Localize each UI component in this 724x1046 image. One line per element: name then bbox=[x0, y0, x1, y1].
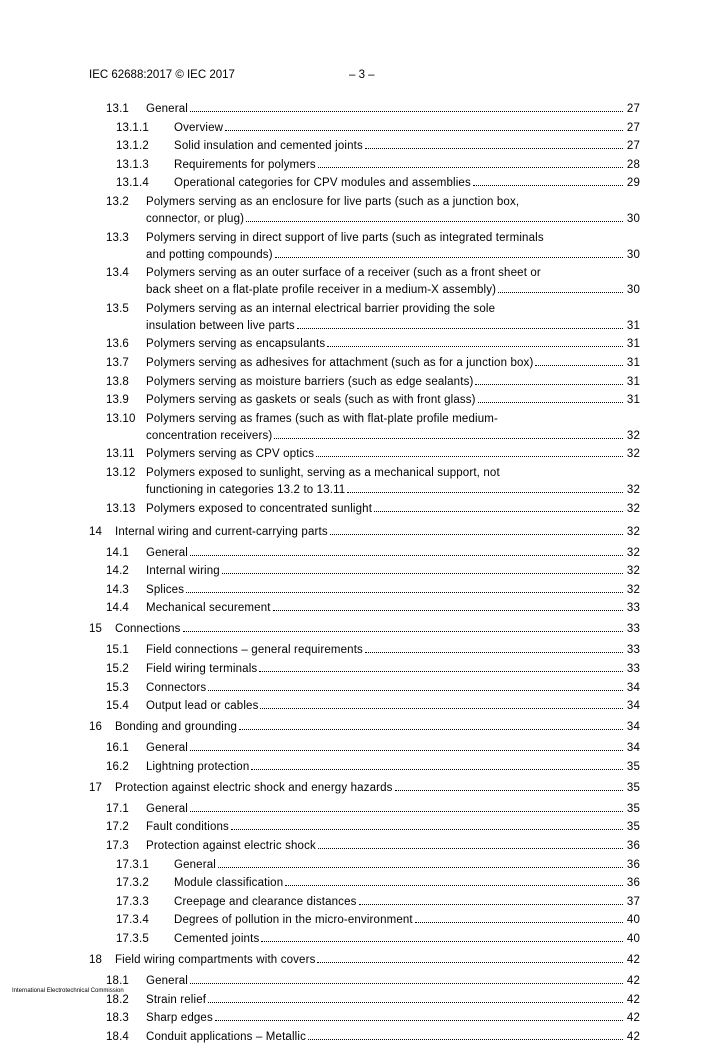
toc-entry-title: Output lead or cables bbox=[146, 700, 259, 713]
dot-leader bbox=[317, 962, 623, 963]
dot-leader bbox=[218, 867, 623, 868]
toc-entry-number: 15.1 bbox=[106, 644, 129, 657]
toc-entry-title: Polymers serving as frames (such as with flat-plate profile medium- bbox=[146, 412, 498, 425]
dot-leader bbox=[273, 610, 623, 611]
toc-entry-page: 42 bbox=[626, 954, 640, 966]
toc-entry-number: 15 bbox=[89, 623, 103, 636]
toc-entry[interactable] bbox=[0, 374, 640, 391]
publisher-footer: International Electrotechnical Commission bbox=[12, 988, 124, 994]
toc-entry[interactable] bbox=[0, 680, 640, 697]
toc-entry-number: 16 bbox=[89, 721, 103, 734]
toc-entry-page: 31 bbox=[626, 357, 640, 369]
toc-entry[interactable] bbox=[0, 501, 640, 518]
toc-entry[interactable] bbox=[0, 894, 640, 911]
toc-entry-title: Bonding and grounding bbox=[115, 721, 238, 734]
dot-leader bbox=[215, 1020, 623, 1021]
toc-entry-page: 35 bbox=[626, 781, 640, 794]
toc-entry-page: 36 bbox=[626, 840, 640, 852]
toc-entry-title: Operational categories for CPV modules and assemblies bbox=[174, 177, 471, 190]
toc-entry-title: Module classification bbox=[174, 877, 284, 890]
toc-entry[interactable] bbox=[0, 446, 640, 463]
toc-entry[interactable] bbox=[0, 857, 640, 874]
toc-entry-number: 17.3.5 bbox=[116, 933, 149, 945]
toc-entry-title: General bbox=[146, 546, 188, 559]
toc-entry-number: 13.1.4 bbox=[116, 177, 149, 190]
toc-entry[interactable] bbox=[0, 912, 640, 929]
toc-entry-page: 40 bbox=[626, 914, 640, 927]
toc-entry-title: General bbox=[146, 802, 188, 815]
toc-entry-title: Creepage and clearance distances bbox=[174, 895, 357, 908]
toc-entry-title: Internal wiring and current-carrying parts bbox=[115, 525, 328, 538]
toc-entry-title: Protection against electric shock bbox=[146, 840, 316, 852]
toc-entry[interactable] bbox=[0, 230, 640, 264]
dot-leader bbox=[475, 384, 623, 385]
dot-leader bbox=[231, 829, 623, 830]
toc-entry-title: Lightning protection bbox=[146, 760, 250, 773]
toc-entry-number: 18 bbox=[89, 954, 103, 966]
toc-entry[interactable] bbox=[0, 931, 640, 948]
toc-entry-number: 15.4 bbox=[106, 700, 129, 713]
toc-entry[interactable] bbox=[0, 698, 640, 715]
toc-entry[interactable] bbox=[0, 355, 640, 372]
toc-entry-page: 32 bbox=[626, 502, 640, 515]
toc-entry-page: 35 bbox=[626, 760, 640, 773]
toc-entry[interactable] bbox=[0, 952, 640, 969]
toc-entry-number: 13.5 bbox=[106, 302, 129, 315]
toc-entry-number: 17.3 bbox=[106, 840, 129, 852]
dot-leader bbox=[347, 492, 623, 493]
dot-leader bbox=[297, 328, 623, 329]
toc-entry-page: 37 bbox=[626, 895, 640, 908]
toc-entry-page: 42 bbox=[626, 1030, 640, 1043]
toc-entry-page: 32 bbox=[626, 484, 640, 496]
toc-entry[interactable] bbox=[0, 120, 640, 137]
toc-entry-page: 32 bbox=[626, 448, 640, 461]
toc-entry-title: Field wiring terminals bbox=[146, 663, 258, 675]
toc-entry[interactable] bbox=[0, 392, 640, 409]
toc-entry[interactable] bbox=[0, 801, 640, 818]
toc-entry-number: 13.4 bbox=[106, 267, 129, 280]
toc-entry-page: 27 bbox=[626, 140, 640, 153]
dot-leader bbox=[183, 631, 623, 632]
dot-leader bbox=[365, 148, 623, 149]
toc-entry-number: 13.10 bbox=[106, 412, 136, 425]
dot-leader bbox=[190, 111, 623, 112]
toc-entry-page: 35 bbox=[626, 802, 640, 815]
toc-entry[interactable] bbox=[0, 875, 640, 892]
toc-entry-title: Field wiring compartments with covers bbox=[115, 954, 316, 966]
toc-entry-title: Polymers serving as an enclosure for live parts (such as a junction box, bbox=[146, 196, 520, 208]
dot-leader bbox=[208, 1002, 623, 1003]
toc-entry-number: 13.1 bbox=[106, 103, 129, 115]
toc-entry-page: 36 bbox=[626, 877, 640, 890]
dot-leader bbox=[285, 885, 623, 886]
dot-leader bbox=[251, 769, 623, 770]
toc-entry[interactable] bbox=[0, 740, 640, 757]
toc-entry-title: connector, or plug) bbox=[146, 213, 245, 225]
toc-entry[interactable] bbox=[0, 582, 640, 599]
toc-entry-number: 13.6 bbox=[106, 338, 129, 351]
toc-entry-number: 17.3.2 bbox=[116, 877, 149, 890]
toc-entry[interactable] bbox=[0, 759, 640, 776]
toc-entry[interactable] bbox=[0, 642, 640, 659]
toc-entry[interactable] bbox=[0, 1029, 640, 1046]
toc-entry-title: Polymers serving as encapsulants bbox=[146, 338, 326, 351]
toc-entry-number: 18.2 bbox=[106, 993, 129, 1006]
toc-entry-number: 14 bbox=[89, 525, 103, 538]
toc-entry-number: 13.1.1 bbox=[116, 121, 149, 134]
toc-entry[interactable] bbox=[0, 1010, 640, 1027]
toc-entry-title: Polymers serving as CPV optics bbox=[146, 448, 315, 461]
dot-leader bbox=[260, 708, 623, 709]
toc-entry-page: 27 bbox=[626, 103, 640, 115]
toc-entry[interactable] bbox=[0, 545, 640, 562]
toc-entry-number: 14.3 bbox=[106, 583, 129, 596]
toc-entry-number: 13.11 bbox=[106, 448, 135, 461]
toc-entry[interactable] bbox=[0, 101, 640, 118]
toc-entry-page: 29 bbox=[626, 177, 640, 190]
toc-entry-number: 17.3.1 bbox=[116, 858, 149, 871]
dot-leader bbox=[186, 592, 623, 593]
toc-entry-page: 32 bbox=[626, 583, 640, 596]
dot-leader bbox=[365, 652, 623, 653]
toc-entry-page: 34 bbox=[626, 742, 640, 755]
toc-entry-title: Polymers serving as moisture barriers (such as edge sealants) bbox=[146, 375, 474, 388]
toc-entry-page: 33 bbox=[626, 602, 640, 615]
toc-entry[interactable] bbox=[0, 265, 640, 299]
toc-entry-page: 31 bbox=[626, 375, 640, 388]
toc-entry-number: 13.1.2 bbox=[116, 140, 149, 153]
toc-entry-page: 33 bbox=[626, 644, 640, 657]
toc-entry-page: 42 bbox=[626, 1012, 640, 1025]
toc-entry-number: 13.13 bbox=[106, 502, 136, 515]
dot-leader bbox=[190, 750, 623, 751]
toc-entry-title: Polymers exposed to concentrated sunlight bbox=[146, 502, 373, 515]
toc-entry-number: 16.2 bbox=[106, 760, 129, 773]
toc-entry-page: 30 bbox=[626, 213, 640, 225]
toc-entry-title: Requirements for polymers bbox=[174, 158, 316, 171]
toc-entry-page: 34 bbox=[626, 721, 640, 734]
toc-entry-title: and potting compounds) bbox=[146, 248, 273, 261]
toc-entry-title: insulation between live parts bbox=[146, 319, 295, 332]
toc-entry-title: General bbox=[146, 742, 188, 755]
dot-leader bbox=[478, 402, 623, 403]
toc-entry-page: 40 bbox=[626, 933, 640, 945]
dot-leader bbox=[275, 257, 623, 258]
toc-entry-number: 18.4 bbox=[106, 1030, 129, 1043]
toc-entry[interactable] bbox=[0, 175, 640, 192]
toc-entry-title: Polymers serving as an outer surface of a receiver (such as a front sheet or bbox=[146, 267, 541, 280]
toc-entry[interactable] bbox=[0, 600, 640, 617]
toc-entry-page: 30 bbox=[626, 248, 640, 261]
toc-entry-number: 15.3 bbox=[106, 681, 129, 694]
toc-entry-title: Sharp edges bbox=[146, 1012, 213, 1025]
dot-leader bbox=[259, 671, 623, 672]
toc-entry[interactable] bbox=[0, 157, 640, 174]
toc-entry-title: concentration receivers) bbox=[146, 429, 273, 442]
dot-leader bbox=[415, 922, 623, 923]
toc-entry-page: 27 bbox=[626, 121, 640, 134]
toc-entry-page: 33 bbox=[626, 623, 640, 636]
dot-leader bbox=[222, 573, 623, 574]
toc-entry-number: 17.3.4 bbox=[116, 914, 149, 927]
toc-entry-page: 42 bbox=[626, 975, 640, 987]
toc-entry-title: Polymers serving as adhesives for attachment (such as for a junction box) bbox=[146, 357, 534, 369]
toc-entry-title: Connectors bbox=[146, 681, 207, 694]
toc-entry-number: 13.1.3 bbox=[116, 158, 149, 171]
dot-leader bbox=[208, 690, 623, 691]
toc-entry-number: 14.2 bbox=[106, 565, 129, 578]
toc-entry-title: Polymers serving in direct support of live parts (such as integrated terminals bbox=[146, 231, 544, 244]
dot-leader bbox=[374, 511, 623, 512]
dot-leader bbox=[395, 790, 623, 791]
toc-entry-number: 18.1 bbox=[106, 975, 129, 987]
toc-entry-number: 13.12 bbox=[106, 467, 136, 479]
toc-entry-number: 16.1 bbox=[106, 742, 129, 755]
dot-leader bbox=[359, 904, 623, 905]
toc-entry-title: Degrees of pollution in the micro-environment bbox=[174, 914, 413, 927]
toc-entry-page: 34 bbox=[626, 681, 640, 694]
toc-entry-title: Polymers exposed to sunlight, serving as a mechanical support, not bbox=[146, 467, 500, 479]
toc-entry-title: Conduit applications – Metallic bbox=[146, 1030, 306, 1043]
dot-leader bbox=[190, 983, 623, 984]
toc-entry-title: Overview bbox=[174, 121, 224, 134]
toc-entry-page: 32 bbox=[626, 565, 640, 578]
toc-entry-number: 13.8 bbox=[106, 375, 129, 388]
toc-entry-title: Polymers serving as an internal electrical barrier providing the sole bbox=[146, 302, 496, 315]
dot-leader bbox=[190, 555, 623, 556]
toc-entry-number: 15.2 bbox=[106, 663, 129, 675]
toc-entry-title: General bbox=[174, 858, 216, 871]
toc-entry-title: Strain relief bbox=[146, 993, 207, 1006]
dot-leader bbox=[274, 438, 623, 439]
dot-leader bbox=[261, 941, 623, 942]
toc-entry-title: Solid insulation and cemented joints bbox=[174, 140, 363, 153]
toc-entry-page: 30 bbox=[626, 284, 640, 297]
toc-entry[interactable] bbox=[0, 780, 640, 797]
toc-entry-page: 33 bbox=[626, 663, 640, 675]
toc-entry-number: 17.3.3 bbox=[116, 895, 149, 908]
toc-entry-title: Protection against electric shock and energy hazards bbox=[115, 781, 393, 794]
dot-leader bbox=[308, 1039, 623, 1040]
dot-leader bbox=[473, 185, 623, 186]
toc-entry[interactable] bbox=[0, 138, 640, 155]
dot-leader bbox=[316, 456, 623, 457]
toc-entry-title: Cemented joints bbox=[174, 933, 260, 945]
toc-entry-number: 13.7 bbox=[106, 357, 129, 369]
toc-entry-title: back sheet on a flat-plate profile receiver in a medium-X assembly) bbox=[146, 284, 497, 297]
toc-entry-number: 17.1 bbox=[106, 802, 129, 815]
toc-entry[interactable] bbox=[0, 411, 640, 445]
toc-entry-number: 18.3 bbox=[106, 1012, 129, 1025]
toc-entry-page: 31 bbox=[626, 338, 640, 351]
toc-entry-title: Internal wiring bbox=[146, 565, 220, 578]
toc-entry[interactable] bbox=[0, 621, 640, 638]
toc-entry-page: 31 bbox=[626, 394, 640, 407]
toc-entry[interactable] bbox=[0, 524, 640, 541]
toc-entry-page: 32 bbox=[626, 429, 640, 442]
toc-entry-number: 17.2 bbox=[106, 821, 129, 834]
dot-leader bbox=[330, 534, 623, 535]
toc-entry-title: functioning in categories 13.2 to 13.11 bbox=[146, 484, 346, 496]
toc-entry[interactable] bbox=[0, 819, 640, 836]
dot-leader bbox=[318, 848, 623, 849]
toc-entry-page: 31 bbox=[626, 319, 640, 332]
dot-leader bbox=[327, 346, 623, 347]
document-id: IEC 62688:2017 © IEC 2017 bbox=[89, 69, 235, 81]
toc-entry-title: Connections bbox=[115, 623, 181, 636]
toc-entry-title: General bbox=[146, 103, 188, 115]
toc-entry[interactable] bbox=[0, 838, 640, 855]
toc-entry-page: 32 bbox=[626, 525, 640, 538]
toc-entry-page: 36 bbox=[626, 858, 640, 871]
dot-leader bbox=[225, 130, 623, 131]
toc-entry-page: 28 bbox=[626, 158, 640, 171]
toc-entry[interactable] bbox=[0, 719, 640, 736]
toc-entry-number: 13.9 bbox=[106, 394, 129, 407]
toc-entry[interactable] bbox=[0, 194, 640, 228]
dot-leader bbox=[239, 729, 623, 730]
toc-entry-number: 17 bbox=[89, 781, 103, 794]
dot-leader bbox=[318, 167, 623, 168]
dot-leader bbox=[190, 811, 623, 812]
toc-entry[interactable] bbox=[0, 301, 640, 335]
toc-entry-title: Fault conditions bbox=[146, 821, 229, 834]
toc-entry-number: 14.4 bbox=[106, 602, 129, 615]
toc-entry[interactable] bbox=[0, 661, 640, 678]
toc-entry-title: General bbox=[146, 975, 188, 987]
page-number: – 3 – bbox=[349, 69, 375, 81]
toc-entry-title: Mechanical securement bbox=[146, 602, 271, 615]
toc-entry[interactable] bbox=[0, 465, 640, 499]
toc-entry-title: Field connections – general requirements bbox=[146, 644, 363, 657]
toc-entry-title: Polymers serving as gaskets or seals (such as with front glass) bbox=[146, 394, 476, 407]
toc-entry-page: 35 bbox=[626, 821, 640, 834]
dot-leader bbox=[498, 292, 623, 293]
toc-entry[interactable] bbox=[0, 563, 640, 580]
toc-entry[interactable] bbox=[0, 336, 640, 353]
toc-entry-page: 32 bbox=[626, 546, 640, 559]
toc-entry-page: 42 bbox=[626, 993, 640, 1006]
toc-entry-title: Splices bbox=[146, 583, 185, 596]
toc-entry-number: 14.1 bbox=[106, 546, 129, 559]
toc-entry-number: 13.2 bbox=[106, 196, 129, 208]
toc-entry-page: 34 bbox=[626, 700, 640, 713]
toc-entry-number: 13.3 bbox=[106, 231, 129, 244]
dot-leader bbox=[535, 365, 623, 366]
dot-leader bbox=[246, 221, 623, 222]
